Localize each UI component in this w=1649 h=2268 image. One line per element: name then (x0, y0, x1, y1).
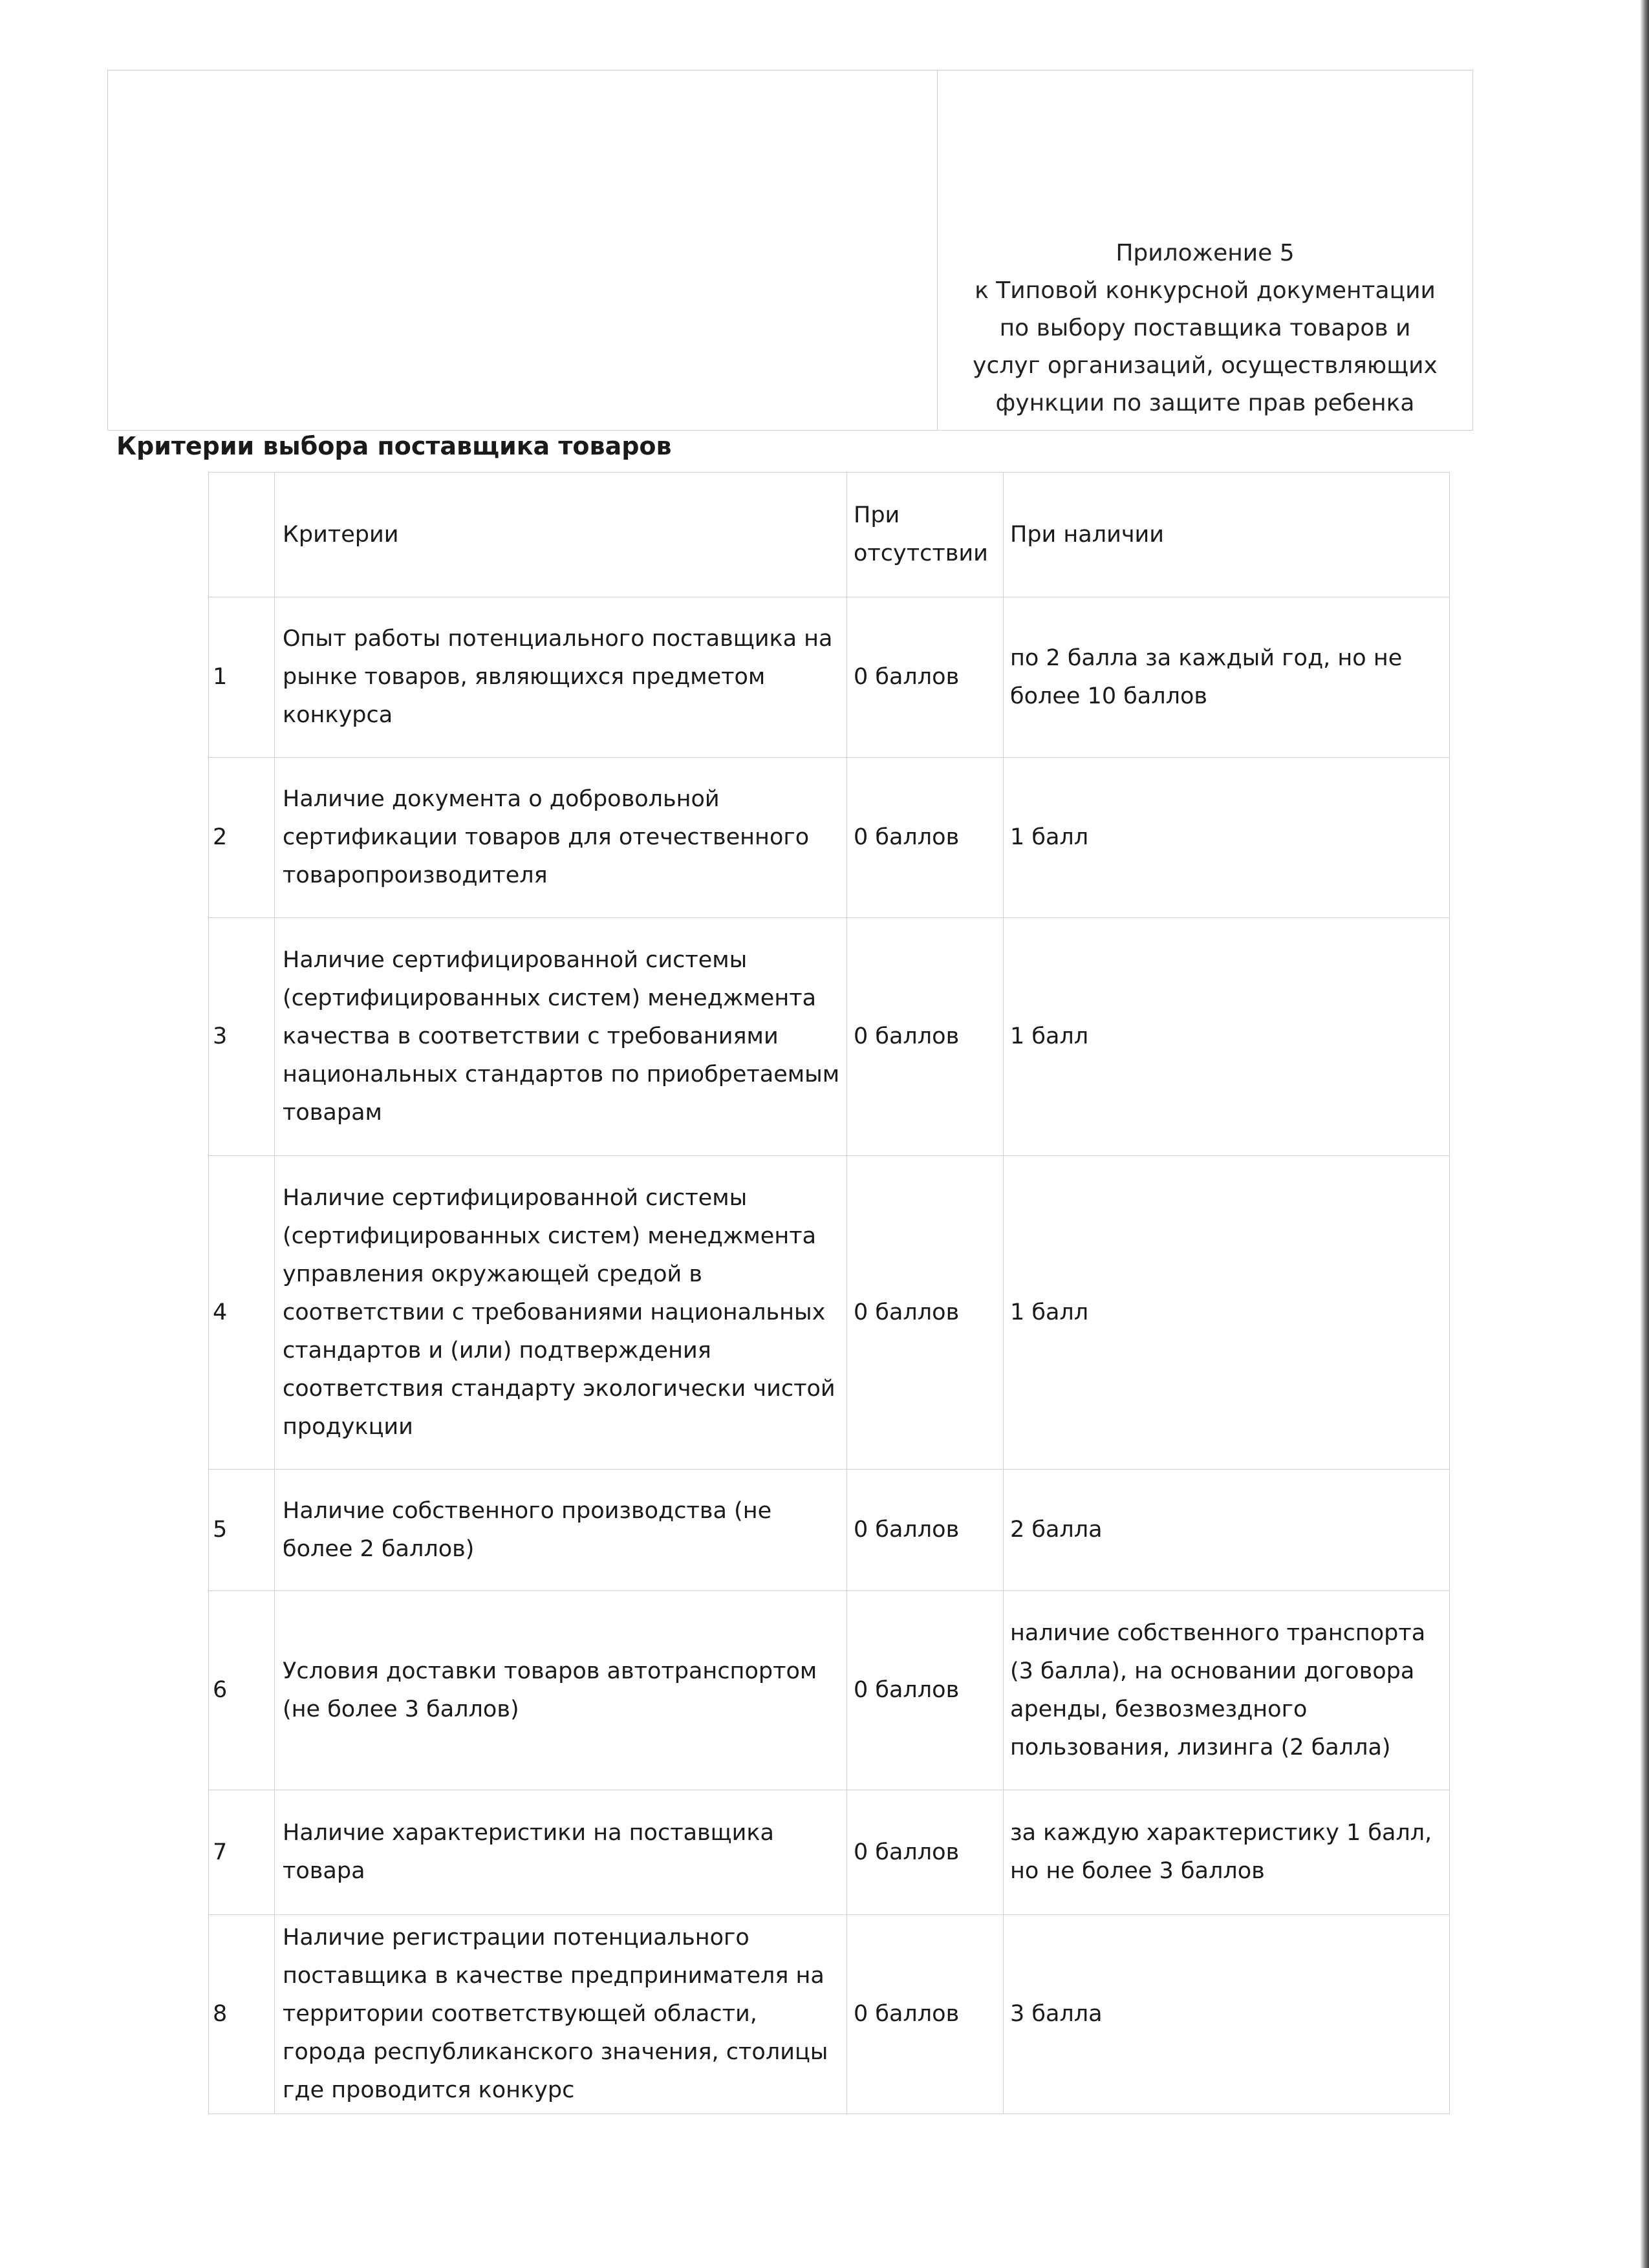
row-number: 6 (209, 1591, 275, 1790)
appendix-line: услуг организаций, осуществляющих (973, 352, 1438, 379)
header-empty-cell (108, 70, 938, 431)
appendix-line: по выбору поставщика товаров и (999, 315, 1411, 341)
row-number: 7 (209, 1790, 275, 1915)
row-absent-score: 0 баллов (847, 758, 1004, 918)
scan-edge-shadow (1640, 0, 1649, 2268)
row-criteria: Наличие сертифицированной системы (сертифицированных систем) менеджмента управления окружающей средой в соответствии с требованиями национальных стандартов и (или) подтверждения соответствия стандарту экологически чистой продукции (275, 1156, 847, 1470)
header-absent: При отсутствии (847, 473, 1004, 597)
header-present: При наличии (1004, 473, 1450, 597)
row-criteria: Наличие документа о добровольной сертификации товаров для отечественного товаропроизводителя (275, 758, 847, 918)
document-title: Критерии выбора поставщика товаров (116, 432, 672, 460)
table-row (209, 597, 1450, 758)
table-header-row (209, 473, 1450, 597)
table-row (209, 758, 1450, 918)
row-present-score: по 2 балла за каждый год, но не более 10 баллов (1004, 597, 1450, 758)
row-present-score: 2 балла (1004, 1470, 1450, 1591)
criteria-table (208, 472, 1450, 2114)
table-row (209, 1915, 1450, 2114)
row-present-score: 1 балл (1004, 918, 1450, 1156)
table-row (209, 918, 1450, 1156)
row-present-score: наличие собственного транспорта (3 балла), на основании договора аренды, безвозмездного пользования, лизинга (2 балла) (1004, 1591, 1450, 1790)
row-criteria: Наличие регистрации потенциального поставщика в качестве предпринимателя на территории соответствующей области, города республиканского значения, столицы где проводится конкурс (275, 1915, 847, 2114)
appendix-line: Приложение 5 (1116, 240, 1295, 266)
row-absent-score: 0 баллов (847, 1790, 1004, 1915)
appendix-header-table (107, 70, 1473, 431)
header-criteria: Критерии (275, 473, 847, 597)
row-criteria: Наличие характеристики на поставщика товара (275, 1790, 847, 1915)
appendix-note-cell (938, 70, 1473, 431)
row-criteria: Условия доставки товаров автотранспортом (не более 3 баллов) (275, 1591, 847, 1790)
row-criteria: Опыт работы потенциального поставщика на рынке товаров, являющихся предметом конкурса (275, 597, 847, 758)
row-number: 5 (209, 1470, 275, 1591)
row-present-score: 1 балл (1004, 758, 1450, 918)
table-row (209, 1591, 1450, 1790)
row-absent-score: 0 баллов (847, 1470, 1004, 1591)
row-absent-score: 0 баллов (847, 1156, 1004, 1470)
row-present-score: 3 балла (1004, 1915, 1450, 2114)
header-num (209, 473, 275, 597)
row-absent-score: 0 баллов (847, 1915, 1004, 2114)
row-number: 2 (209, 758, 275, 918)
row-criteria: Наличие собственного производства (не более 2 баллов) (275, 1470, 847, 1591)
row-number: 4 (209, 1156, 275, 1470)
row-absent-score: 0 баллов (847, 1591, 1004, 1790)
row-present-score: 1 балл (1004, 1156, 1450, 1470)
row-absent-score: 0 баллов (847, 918, 1004, 1156)
appendix-line: к Типовой конкурсной документации (975, 277, 1436, 304)
table-row (209, 1470, 1450, 1591)
row-absent-score: 0 баллов (847, 597, 1004, 758)
row-number: 8 (209, 1915, 275, 2114)
row-number: 3 (209, 918, 275, 1156)
row-present-score: за каждую характеристику 1 балл, но не более 3 баллов (1004, 1790, 1450, 1915)
appendix-line: функции по защите прав ребенка (995, 390, 1415, 416)
table-row (209, 1156, 1450, 1470)
row-criteria: Наличие сертифицированной системы (сертифицированных систем) менеджмента качества в соответствии с требованиями национальных стандартов по приобретаемым товарам (275, 918, 847, 1156)
table-row (209, 1790, 1450, 1915)
row-number: 1 (209, 597, 275, 758)
